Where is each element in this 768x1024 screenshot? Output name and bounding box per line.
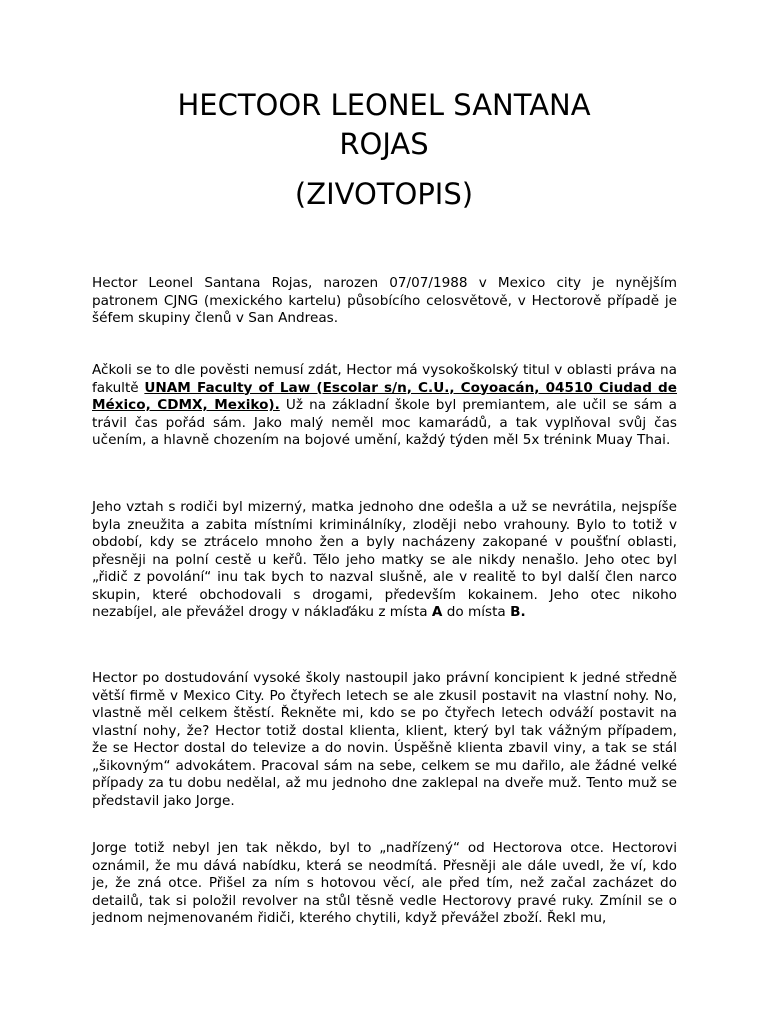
university-address-link[interactable]: UNAM Faculty of Law (Escolar s/n, C.U., Coyoacán, 04510 Ciudad de México, CDMX, Mexiko). bbox=[92, 379, 677, 413]
paragraph-intro: Hector Leonel Santana Rojas, narozen 07/07/1988 v Mexico city je nynějším patronem CJNG (mexického kartelu) působícího celosvětově, v Hectorově případě je šéfem skupiny členů v San Andreas. bbox=[92, 275, 677, 326]
place-a-label: A bbox=[431, 604, 443, 620]
paragraph-family bbox=[92, 499, 677, 622]
document-title-line2: ROJAS bbox=[339, 127, 429, 161]
paragraph-family-text-mid: do místa bbox=[442, 604, 511, 620]
document-title-line1: HECTOOR LEONEL SANTANA bbox=[177, 88, 591, 122]
paragraph-education bbox=[92, 362, 677, 450]
document-title bbox=[92, 86, 676, 164]
paragraph-education-text-start: Ačkoli se to dle pověsti nemusí zdát, Hector má vysokoškolský titul v oblasti práva na fakultě bbox=[92, 362, 677, 396]
paragraph-education-text-end: Už na základní škole byl premiantem, ale učil se sám a trávil čas pořád sám. Jako malý neměl moc kamarádů, a tak vyplňoval svůj čas učením, a hlavně chozením na bojové umění, každý týden měl 5x trénink Muay Thai. bbox=[92, 397, 678, 448]
paragraph-jorge: Jorge totiž nebyl jen tak někdo, byl to „nadřízený“ od Hectorova otce. Hectorovi oznámil, že mu dává nabídku, která se neodmítá. Přesněji ale dále uvedl, že ví, kdo je, že zná otce. Přišel za ním s hotovou věcí, ale před tím, než začal zacházet do detailů, tak si položil revolver na stůl těsně vedle Hectorovy pravé ruky. Zmínil se o jednom nejmenovaném řidiči, kterého chytili, když převážel zboží. Řekl mu, bbox=[92, 840, 677, 926]
paragraph-family-text-start: Jeho vztah s rodiči byl mizerný, matka jednoho dne odešla a už se nevrátila, nejspíše byla zneužita a zabita místními kriminálníky, zloději nebo vrahouny. Bylo to totiž v období, kdy se ztrácelo mnoho žen a byly nacházeny zakopané v poušťní oblasti, přesněji na polní cestě u keřů. Tělo jeho matky se ale nikdy nenašlo. Jeho otec byl „řidič z povolání“ inu tak bych to nazval slušně, ale v realitě to byl další člen narco skupin, které obchodovali s drogami, především kokainem. Jeho otec nikoho nezabíjel, ale převážel drogy v náklaďáku z místa bbox=[92, 499, 677, 620]
place-b-label: B. bbox=[510, 604, 526, 620]
document-subtitle: (ZIVOTOPIS) bbox=[294, 177, 474, 211]
paragraph-career: Hector po dostudování vysoké školy nastoupil jako právní koncipient k jedné středně větší firmě v Mexico City. Po čtyřech letech se ale zkusil postavit na vlastní nohy. No, vlastně měl celkem štěstí. Řekněte mi, kdo se po čtyřech letech odváží postavit na vlastní nohy, že? Hector totiž dostal klienta, klient, který byl tak vážným případem, že se Hector dostal do televize a do novin. Úspěšně klienta zbavil viny, a tak se stál „šikovným“ advokátem. Pracoval sám na sebe, celkem se mu dařilo, ale žádné velké případy za tu dobu nedělal, až mu jednoho dne zaklepal na dveře muž. Tento muž se představil jako Jorge. bbox=[92, 670, 677, 809]
